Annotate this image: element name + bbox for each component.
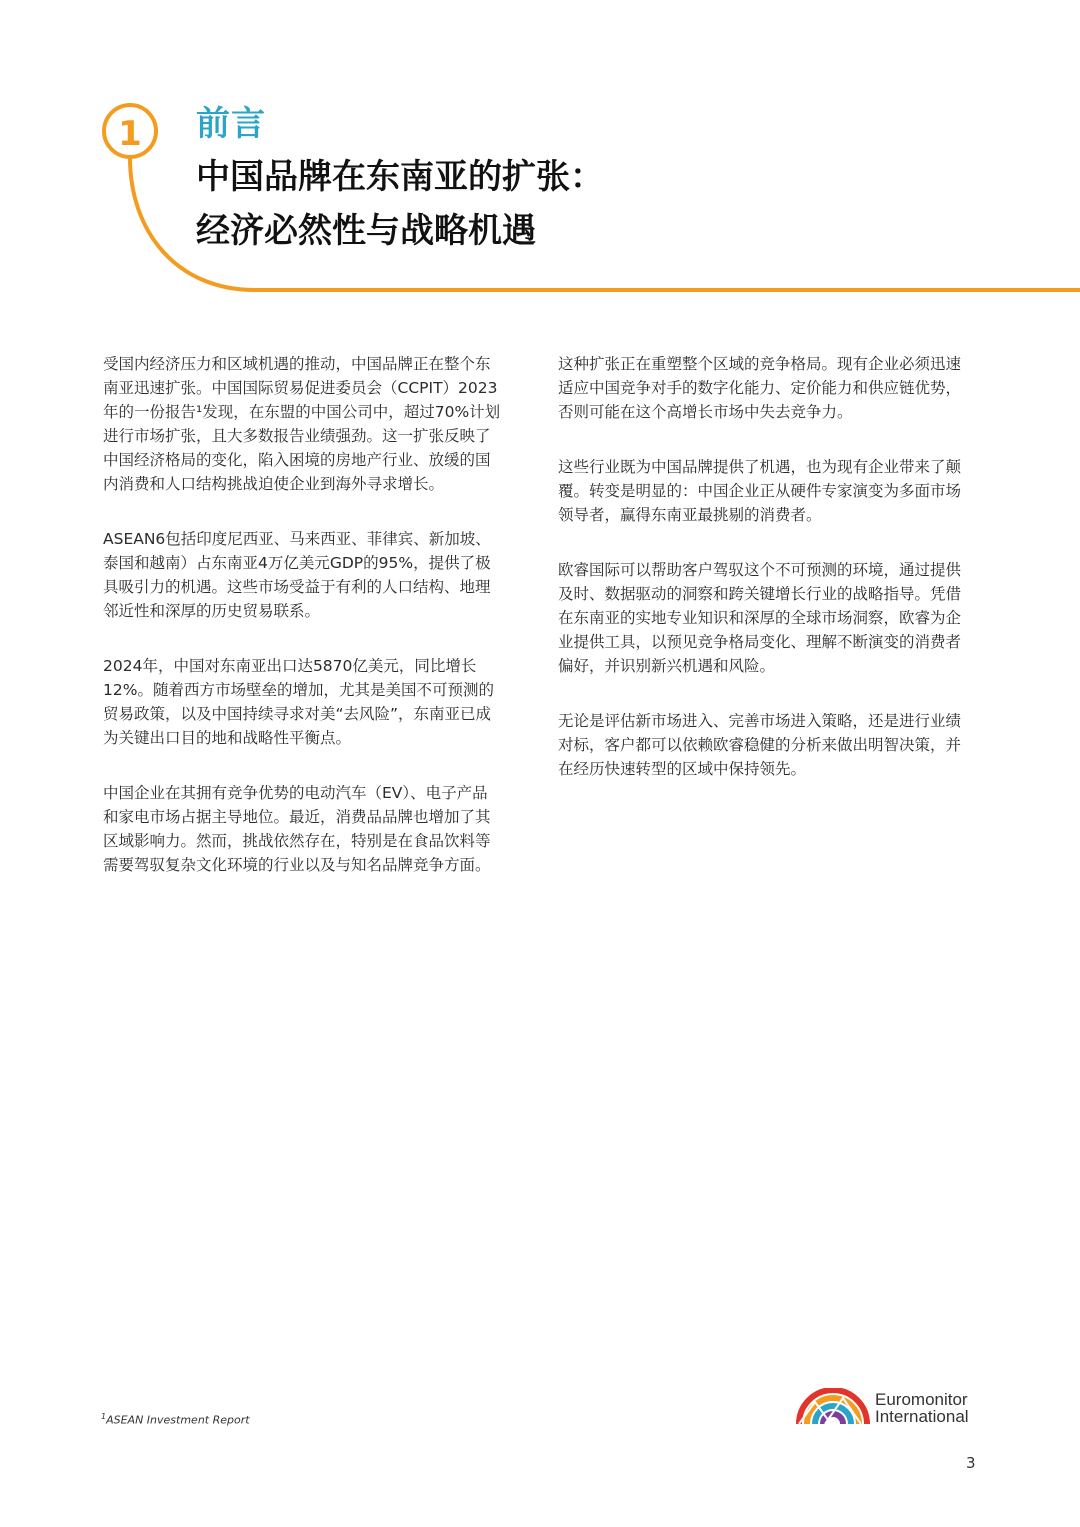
paragraph: ASEAN6包括印度尼西亚、马来西亚、菲律宾、新加坡、泰国和越南）占东南亚4万亿美元GDP的95%，提供了极具吸引力的机遇。这些市场受益于有利的人口结构、地理邻近性和深厚的历史贸易联系。: [103, 530, 491, 620]
section-number: 1: [118, 114, 142, 154]
paragraph: 无论是评估新市场进入、完善市场进入策略，还是进行业绩对标，客户都可以依赖欧睿稳健的分析来做出明智决策，并在经历快速转型的区域中保持领先。: [558, 712, 962, 778]
left-column: [103, 352, 503, 908]
logo-arc-icon: [795, 1388, 871, 1424]
logo-line-2: International: [875, 1407, 969, 1426]
footnote-text: ASEAN Investment Report: [106, 1413, 250, 1427]
footnote-marker: 1: [101, 1412, 107, 1421]
paragraph: 2024年，中国对东南亚出口达5870亿美元，同比增长12%。随着西方市场壁垒的增加，尤其是美国不可预测的贸易政策，以及中国持续寻求对美“去风险”，东南亚已成为关键出口目的地和战略性平衡点。: [103, 657, 494, 747]
logo-line-1: Euromonitor: [875, 1390, 968, 1409]
footnote: [101, 1412, 250, 1427]
right-column: [558, 352, 970, 812]
paragraph: 受国内经济压力和区域机遇的推动，中国品牌正在整个东南亚迅速扩张。中国国际贸易促进委员会（CCPIT）2023年的一份报告¹发现，在东盟的中国公司中，超过70%计划进行市场扩张，且大多数报告业绩强劲。这一扩张反映了中国经济格局的变化，陷入困境的房地产行业、放缓的国内消费和人口结构挑战迫使企业到海外寻求增长。: [103, 355, 501, 493]
title-line-1: 中国品牌在东南亚的扩张：: [196, 157, 604, 197]
euromonitor-logo: [795, 1388, 985, 1428]
page-number: 3: [966, 1454, 976, 1472]
section-label: 前言: [196, 104, 266, 144]
title-line-2: 经济必然性与战略机遇: [196, 211, 536, 251]
paragraph: 这种扩张正在重塑整个区域的竞争格局。现有企业必须迅速适应中国竞争对手的数字化能力、定价能力和供应链优势，否则可能在这个高增长市场中失去竞争力。: [558, 355, 962, 421]
paragraph: 这些行业既为中国品牌提供了机遇，也为现有企业带来了颠覆。转变是明显的：中国企业正从硬件专家演变为多面市场领导者，赢得东南亚最挑剔的消费者。: [558, 458, 962, 524]
paragraph: 欧睿国际可以帮助客户驾驭这个不可预测的环境，通过提供及时、数据驱动的洞察和跨关键增长行业的战略指导。凭借在东南亚的实地专业知识和深厚的全球市场洞察，欧睿为企业提供工具，以预见竞争格局变化、理解不断演变的消费者偏好，并识别新兴机遇和风险。: [558, 561, 962, 675]
logo-wordmark: [875, 1391, 969, 1425]
page-title: [196, 150, 1016, 258]
paragraph: 中国企业在其拥有竞争优势的电动汽车（EV）、电子产品和家电市场占据主导地位。最近，消费品品牌也增加了其区域影响力。然而，挑战依然存在，特别是在食品饮料等需要驾驭复杂文化环境的行业以及与知名品牌竞争方面。: [103, 784, 491, 874]
